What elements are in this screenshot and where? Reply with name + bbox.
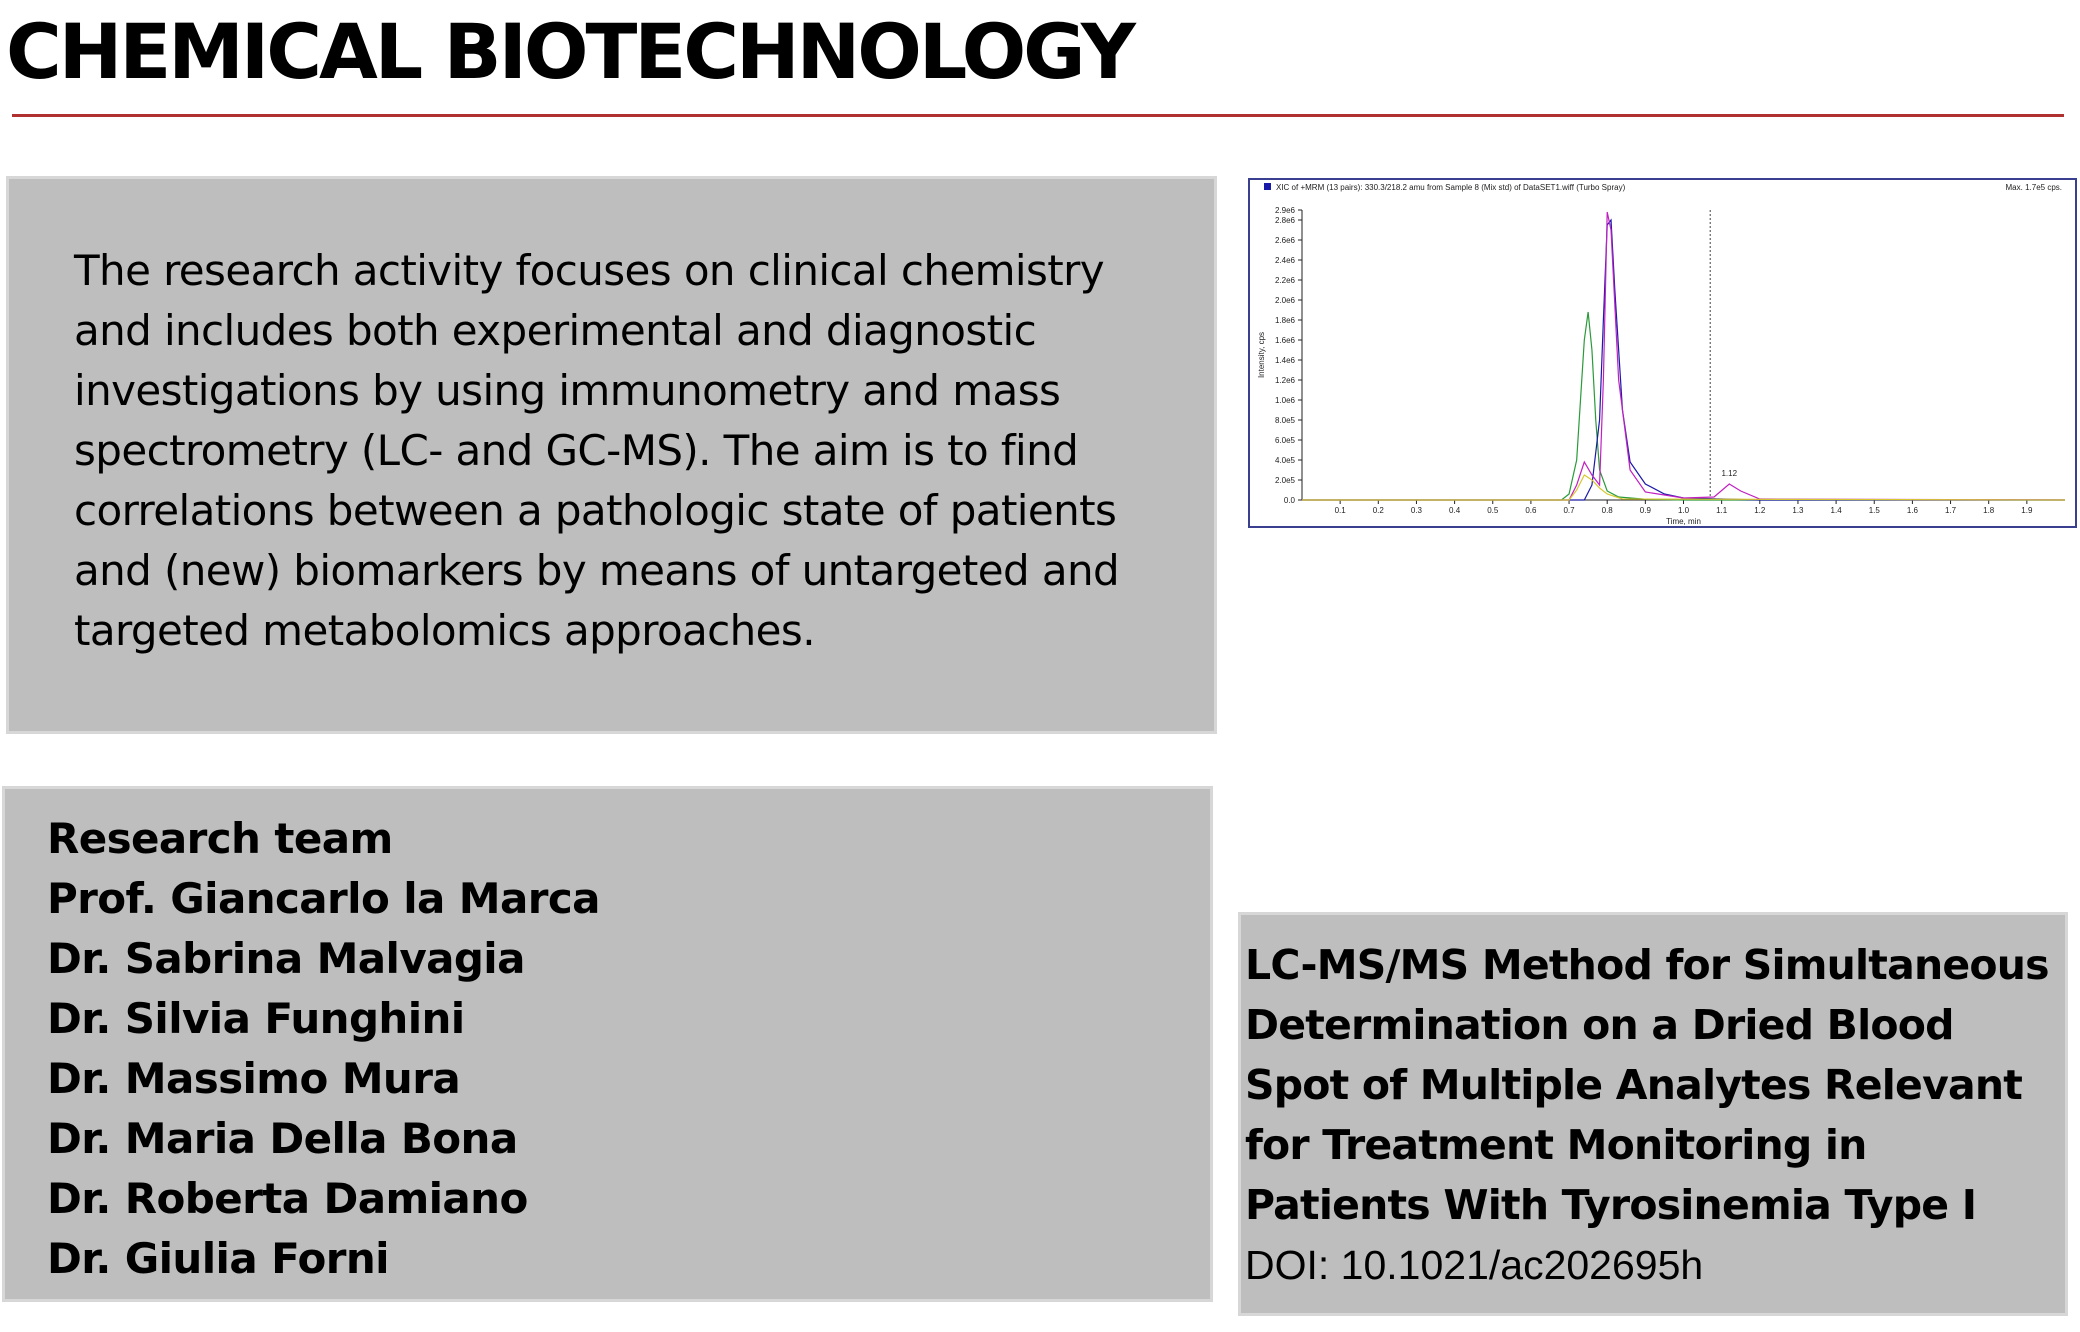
chart-max-label: Max. 1.7e5 cps. xyxy=(2005,183,2062,192)
chromatogram-chart xyxy=(1250,180,2075,526)
team-member: Dr. Silvia Funghini xyxy=(47,994,465,1043)
research-team-panel xyxy=(2,786,1213,1302)
team-member: Dr. Sabrina Malvagia xyxy=(47,934,525,983)
research-description-text: The research activity focuses on clinical chemistry and includes both experimental and diagnostic investigations by using immunometry and mass spectrometry (LC- and GC-MS). The aim is to find correlations between a pathologic state of patients and (new) biomarkers by means of untargeted and targeted metabolomics approaches. xyxy=(74,246,1120,655)
y-tick-label: 2.8e6 xyxy=(1274,216,1295,225)
y-tick-label: 2.6e6 xyxy=(1274,236,1295,245)
series-line-2 xyxy=(1302,212,2065,500)
x-tick-label: 1.7 xyxy=(1944,506,1957,515)
y-tick-label: 0.0 xyxy=(1283,496,1295,505)
series-line-3 xyxy=(1302,475,2065,500)
chromatogram-figure xyxy=(1248,178,2077,528)
team-member: Dr. Roberta Damiano xyxy=(47,1174,528,1223)
x-tick-label: 1.4 xyxy=(1830,506,1842,515)
publication-doi: DOI: 10.1021/ac202695h xyxy=(1245,1242,1704,1288)
y-tick-label: 1.0e6 xyxy=(1274,396,1295,405)
series-line-0 xyxy=(1302,312,2065,500)
y-tick-label: 1.2e6 xyxy=(1274,376,1295,385)
x-tick-label: 1.6 xyxy=(1906,506,1918,515)
team-member: Prof. Giancarlo la Marca xyxy=(47,874,600,923)
research-team-heading: Research team xyxy=(47,814,393,863)
x-tick-label: 1.0 xyxy=(1677,506,1690,515)
x-tick-label: 0.4 xyxy=(1449,506,1461,515)
page-title: CHEMICAL BIOTECHNOLOGY xyxy=(6,7,1133,96)
x-tick-label: 0.8 xyxy=(1601,506,1613,515)
y-tick-label: 2.0e6 xyxy=(1274,296,1295,305)
y-tick-label: 6.0e5 xyxy=(1274,436,1295,445)
y-tick-label: 2.9e6 xyxy=(1274,206,1295,215)
x-tick-label: 0.2 xyxy=(1372,506,1384,515)
x-tick-label: 0.1 xyxy=(1334,506,1346,515)
research-description-panel xyxy=(6,176,1217,734)
y-tick-label: 2.0e5 xyxy=(1274,476,1295,485)
chart-title: XIC of +MRM (13 pairs): 330.3/218.2 amu from Sample 8 (Mix std) of DataSET1.wiff (Turbo Spray) xyxy=(1276,183,1626,192)
x-tick-label: 0.5 xyxy=(1487,506,1499,515)
legend-swatch xyxy=(1264,183,1271,190)
research-team-list xyxy=(47,809,600,1289)
x-tick-label: 1.3 xyxy=(1792,506,1804,515)
x-tick-label: 0.6 xyxy=(1525,506,1537,515)
y-tick-label: 1.8e6 xyxy=(1274,316,1295,325)
x-tick-label: 0.9 xyxy=(1639,506,1651,515)
y-tick-label: 2.2e6 xyxy=(1274,276,1295,285)
x-tick-label: 1.5 xyxy=(1868,506,1880,515)
publication-panel xyxy=(1238,912,2068,1316)
team-member: Dr. Massimo Mura xyxy=(47,1054,461,1103)
y-tick-label: 4.0e5 xyxy=(1274,456,1295,465)
x-tick-label: 1.8 xyxy=(1983,506,1995,515)
y-tick-label: 2.4e6 xyxy=(1274,256,1295,265)
x-tick-label: 0.3 xyxy=(1410,506,1423,515)
x-tick-label: 1.9 xyxy=(2021,506,2033,515)
publication-title: LC-MS/MS Method for Simultaneous Determination on a Dried Blood Spot of Multiple Analytes Relevant for Treatment Monitoring in Patients With Tyrosinemia Type I xyxy=(1245,941,2049,1229)
x-tick-label: 1.2 xyxy=(1754,506,1766,515)
team-member: Dr. Maria Della Bona xyxy=(47,1114,518,1163)
x-tick-label: 1.1 xyxy=(1716,506,1728,515)
team-member: Dr. Giulia Forni xyxy=(47,1234,389,1283)
y-tick-label: 1.6e6 xyxy=(1274,336,1295,345)
x-axis-label: Time, min xyxy=(1666,517,1701,526)
y-axis-label: Intensity, cps xyxy=(1257,331,1266,379)
title-divider xyxy=(12,114,2064,117)
y-tick-label: 1.4e6 xyxy=(1274,356,1295,365)
series-line-1 xyxy=(1302,220,2065,500)
x-tick-label: 0.7 xyxy=(1563,506,1575,515)
peak-annotation: 1.12 xyxy=(1721,469,1738,478)
y-tick-label: 8.0e5 xyxy=(1274,416,1295,425)
